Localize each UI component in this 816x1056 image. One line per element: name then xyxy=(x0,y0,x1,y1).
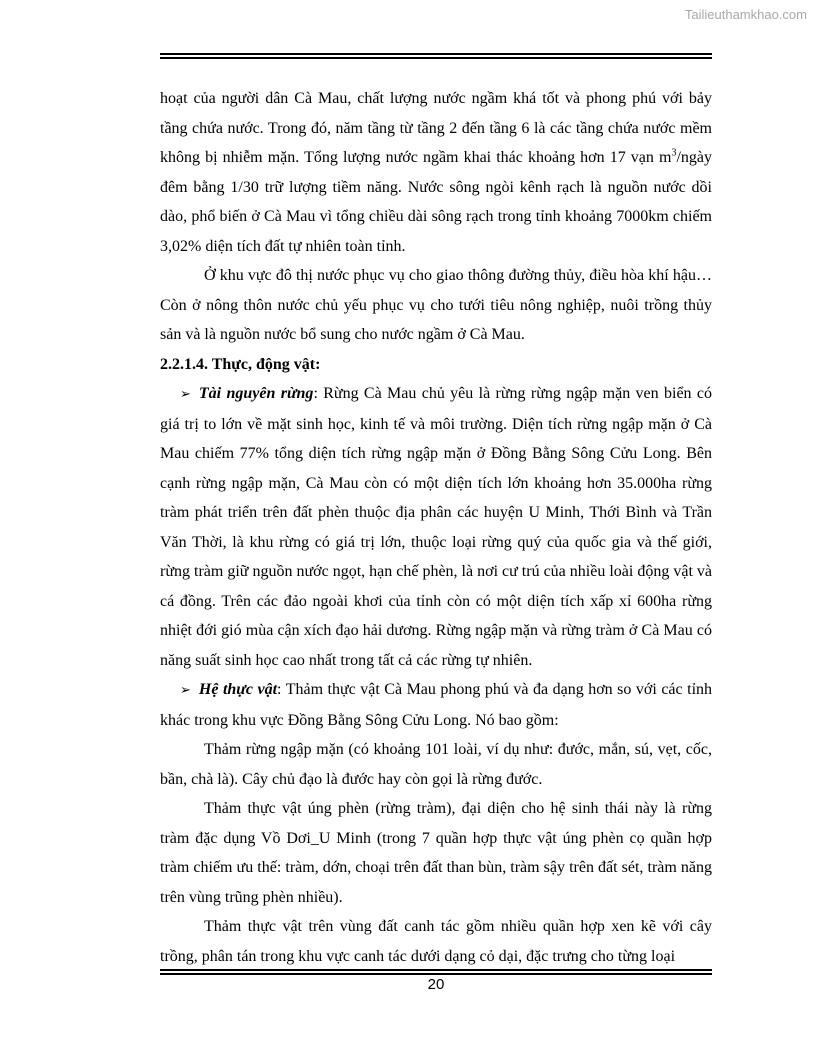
paragraph-groundwater: hoạt của người dân Cà Mau, chất lượng nước ngầm khá tốt và phong phú với bảy tầng chứa nước. Trong đó, năm tầng từ tầng 2 đến tầng 6 là các tầng chứa nước mềm không bị nhiễm mặn. Tổng lượng nước ngầm khai thác khoảng hơn 17 vạn $m^3$/ngày đêm bằng 1/30 trữ lượng tiềm năng. Nước sông ngòi kênh rạch là nguồn nước dồi dào, phổ biến ở Cà Mau vì tổng chiều dài sông rạch trong tỉnh khoảng 7000km chiếm 3,02% diện tích đất tự nhiên toàn tỉnh. xyxy=(160,90,712,255)
arrow-bullet-icon: ➢ xyxy=(180,387,191,402)
paragraph-mangrove: Thảm rừng ngập mặn (có khoảng 101 loài, ví dụ như: đước, mắn, sú, vẹt, cốc, bần, chà là). Cây chủ đạo là đước hay còn gọi là rừng đước. xyxy=(160,741,712,788)
paragraph-water-use: Ở khu vực đô thị nước phục vụ cho giao thông đường thủy, điều hòa khí hậu…Còn ở nông thôn nước chủ yếu phục vụ cho tưới tiêu nông nghiệp, nuôi trồng thủy sản và là nguồn nước bổ sung cho nước ngầm ở Cà Mau. xyxy=(160,267,712,343)
bullet-forest: ➢ Tài nguyên rừng: Rừng Cà Mau chủ yêu là rừng rừng ngập mặn ven biển có giá trị to lớn về mặt sinh học, kinh tế và môi trường. Diện tích rừng ngập mặn ở Cà Mau chiếm 77% tổng diện tích rừng ngập mặn ở Đồng Bằng Sông Cửu Long. Bên cạnh rừng ngập mặn, Cà Mau còn có một diện tích lớn khoảng hơn 35.000ha rừng tràm phát triển trên đất phèn thuộc địa phân các huyện U Minh, Thới Bình và Trần Văn Thời, là khu rừng có giá trị lớn, thuộc loại rừng quý của quốc gia và thế giới, rừng tràm giữ nguồn nước ngọt, hạn chế phèn, là nơi cư trú của nhiều loài động vật và cá đồng. Trên các đảo ngoài khơi của tỉnh còn có một diện tích xấp xỉ 600ha rừng nhiệt đới gió mùa cận xích đạo hải dương. Rừng ngập mặn và rừng tràm ở Cà Mau có năng suất sinh học cao nhất trong tất cả các rừng tự nhiên. xyxy=(160,385,712,669)
paragraph-melaleuca: Thảm thực vật úng phèn (rừng tràm), đại diện cho hệ sinh thái này là rừng tràm đặc dụng Vồ Dơi_U Minh (trong 7 quần hợp thực vật úng phèn cọ quần hợp tràm chiếm ưu thế: tràm, dớn, choại trên đất than bùn, tràm sậy trên đất sét, tràm năng trên vùng trũng phèn nhiều). xyxy=(160,800,712,906)
bullet-flora: ➢ Hệ thực vật: Thảm thực vật Cà Mau phong phú và đa dạng hơn so với các tỉnh khác trong khu vực Đồng Bằng Sông Cửu Long. Nó bao gồm: xyxy=(160,681,713,729)
section-heading: 2.2.1.4. Thực, động vật: xyxy=(160,355,321,373)
watermark: Tailieuthamkhao.com xyxy=(684,7,807,22)
page-body xyxy=(160,84,712,971)
header-rule xyxy=(160,53,712,59)
footer-rule xyxy=(160,969,712,975)
page-number: 20 xyxy=(427,976,445,993)
paragraph-cultivated: Thảm thực vật trên vùng đất canh tác gồm nhiều quần hợp xen kẽ với cây trồng, phân tán trong khu vực canh tác dưới dạng cỏ dại, đặc trưng cho từng loại xyxy=(160,918,712,965)
arrow-bullet-icon: ➢ xyxy=(180,683,191,698)
